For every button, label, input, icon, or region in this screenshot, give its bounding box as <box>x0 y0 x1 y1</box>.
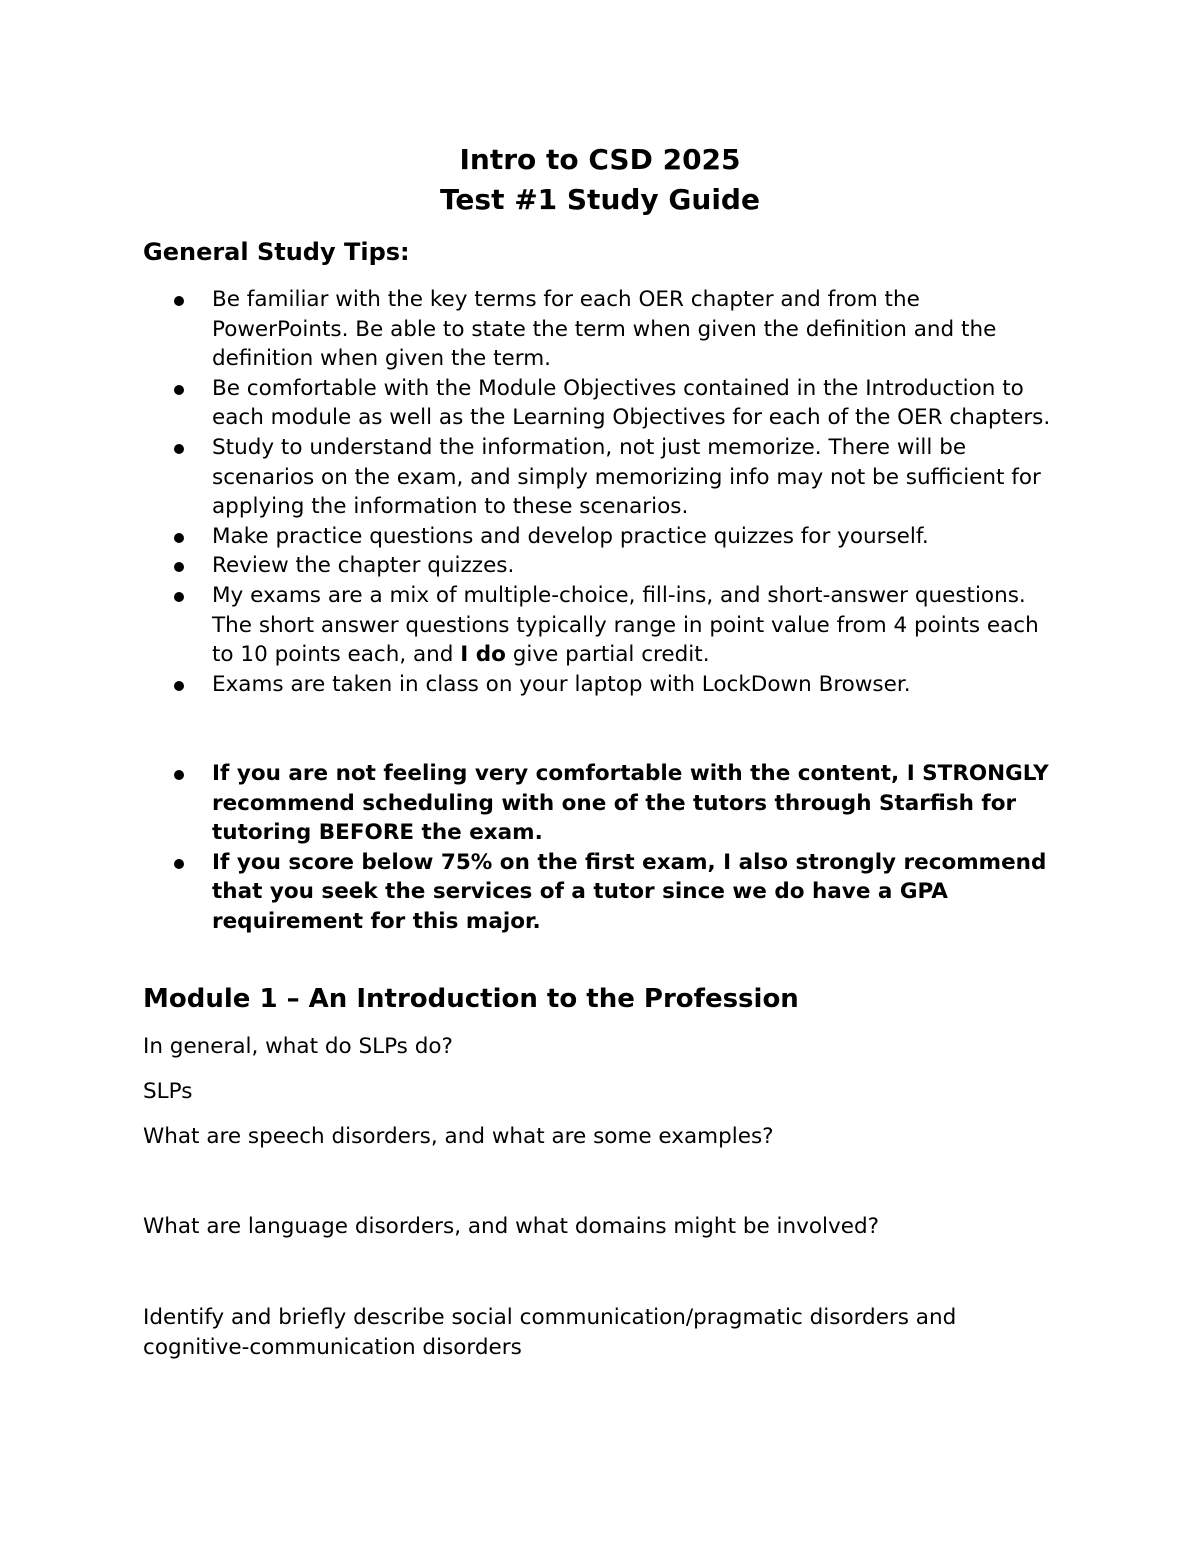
tutoring-recommendations-list <box>143 759 1063 937</box>
document-title: Intro to CSD 2025 <box>459 143 741 176</box>
tip-text: Be comfortable with the Module Objectives contained in the Introduction to each module as well as the Learning Objectives for each of the OER chapters. <box>212 375 1051 431</box>
bullet-icon <box>174 859 184 869</box>
bullet-icon <box>174 562 184 572</box>
question-social-cognitive-disorders: Identify and briefly describe social communication/pragmatic disorders and cognitive-communication disorders <box>143 1305 957 1360</box>
recommendation-text: If you score below 75% on the first exam, I also strongly recommend that you seek the services of a tutor since we do have a GPA requirement for this major. <box>212 849 1047 934</box>
bullet-icon <box>174 592 184 602</box>
list-item <box>143 433 1063 522</box>
module-1-heading: Module 1 – An Introduction to the Profession <box>143 984 799 1014</box>
bullet-icon <box>174 385 184 395</box>
list-item <box>143 848 1063 937</box>
tip-emphasis: I do <box>460 642 506 668</box>
bullet-icon <box>174 681 184 691</box>
list-item <box>143 522 1063 552</box>
bullet-icon <box>174 444 184 454</box>
answer-slps: SLPs <box>143 1079 193 1104</box>
list-item <box>143 670 1063 700</box>
tip-text: Study to understand the information, not just memorize. There will be scenarios on the exam, and simply memorizing info may not be sufficient for applying the information to these scenarios. <box>212 434 1041 520</box>
tip-text-part: give partial credit. <box>505 642 710 668</box>
tip-text: Be familiar with the key terms for each OER chapter and from the PowerPoints. Be able to state the term when given the definition and the definition when given the term. <box>212 287 997 372</box>
tip-text: Review the chapter quizzes. <box>212 553 515 579</box>
bullet-icon <box>174 770 184 780</box>
list-item <box>143 759 1063 848</box>
tip-text: Exams are taken in class on your laptop with LockDown Browser. <box>212 671 911 697</box>
bullet-icon <box>174 533 184 543</box>
general-study-tips-heading: General Study Tips: <box>143 238 410 266</box>
question-language-disorders: What are language disorders, and what domains might be involved? <box>143 1214 879 1239</box>
list-item <box>143 581 1063 670</box>
question-slps-do: In general, what do SLPs do? <box>143 1034 453 1059</box>
list-item <box>143 551 1063 581</box>
document-subtitle: Test #1 Study Guide <box>440 183 760 216</box>
recommendation-text: If you are not feeling very comfortable with the content, I STRONGLY recommend scheduling with one of the tutors through Starfish for tutoring BEFORE the exam. <box>212 761 1049 846</box>
list-item <box>143 285 1063 374</box>
question-speech-disorders: What are speech disorders, and what are some examples? <box>143 1124 774 1149</box>
tip-text: Make practice questions and develop practice quizzes for yourself. <box>212 523 929 549</box>
study-tips-list <box>143 285 1063 699</box>
bullet-icon <box>174 296 184 306</box>
tip-text-part: My exams are a mix of multiple-choice, fill-ins, and short-answer questions. The short answer questions typically range in point value from 4 points each to 10 points each, and <box>212 582 1039 668</box>
list-item <box>143 374 1063 433</box>
